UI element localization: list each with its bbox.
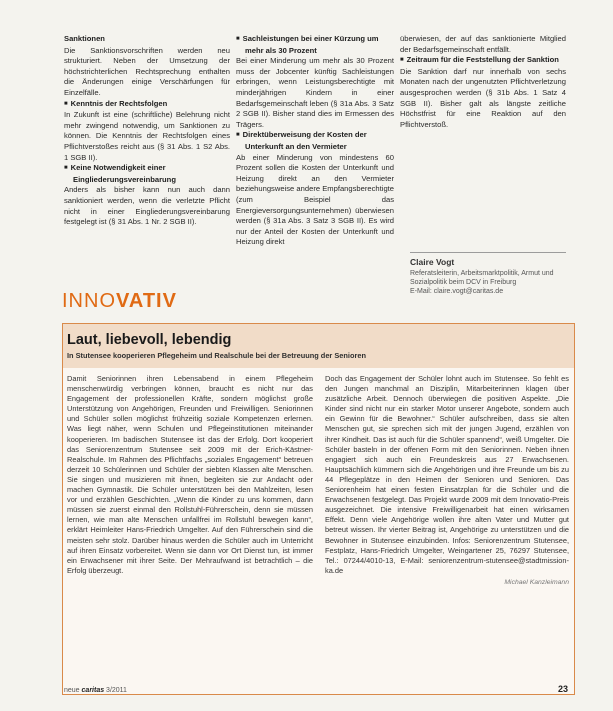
text-column-2 <box>236 34 394 248</box>
paragraph: In Zukunft ist eine (schriftliche) Belehrung nicht mehr zwingend notwendig, um Sanktionen zu können. Die Kenntnis der Rechtsfolgen eines Pflichtverstoßes reicht aus (§ 31 Abs. 1 S2 Abs. 1 SGB II). <box>64 110 230 162</box>
section-label <box>62 290 177 313</box>
paragraph: überwiesen, der auf das sanktionierte Mitglied der Bedarfsgemeinschaft entfällt. <box>400 34 566 54</box>
page-number: 23 <box>558 684 569 694</box>
paragraph: Bei einer Minderung um mehr als 30 Prozent muss der Jobcenter künftig Sachleistungen erbringen, wenn Leistungsberechtigte mit minderjährigen Kindern in einer Bedarfsgemeinschaft leben (§ 31a Abs. 3 Satz 2 SGB II). Bisher stand dies im Ermessen des Trägers. <box>236 56 394 129</box>
footer-brand: caritas <box>81 687 105 694</box>
section-heading: ■ Direktüberweisung der Kosten der Unterkunft an den Vermieter <box>236 130 394 152</box>
article-column-1 <box>67 374 313 576</box>
page-footer <box>64 687 127 694</box>
article-column-2 <box>325 374 569 588</box>
section-heading: Sanktionen <box>64 34 105 43</box>
article-box <box>62 323 575 695</box>
author-email: E-Mail: claire.vogt@caritas.de <box>410 288 504 295</box>
section-label-part2: VATIV <box>116 290 177 312</box>
paragraph: Doch das Engagement der Schüler lohnt auch im Stutensee. So fehlt es den Jungen manchmal an Disziplin, Mitarbeiterinnen klagen über zusätzliche Arbeit. Dennoch überwiegen die positiven Aspekte. „Die Kinder sind nicht nur ein starker Motor unserer Angebote, sondern auch ein Gewinn für die Bewohner.“ Schüler aufschreiben, dass sie alten Menschen gut, sie sprechen sich mit der jungen Jugend, erzählen von ihrer Kindheit. Das ist auch für die Schüler spannend“, weiß Umgelter. Die Schüler basteln in der offenen Form mit den Seniorinnen. Neben ihnen engagiert sich auch ein Freundeskreis aus 27 Erwachsenen. Hauptsächlich kümmern sich die Angehörigen und ihre Freunde um bis zu 44 Pflegeplätze in den Heimen der Senioren und Senioren. Das Seniorenheim hat einen festen Einsatzplan für die Schüler und die Erwachsenen festgelegt. Das Projekt wurde 2009 mit dem Innovatio-Preis ausgezeichnet. Die intensive Freiwilligenarbeit hat einen wirksamen Effekt. Denn viele Angehörige wollen ihre alten Vater und Mutter gut betreut wissen. Ihr vierter Beitrag ist, Angehörige zu unterstützen und die Bewohner in Stutensee einzubinden. Infos: Seniorenzentrum Stutensee, Festplatz, Hans-Friedrich Umgelter, Weingartener 25, 76297 Stutensee, Tel.: 07244/4010-13, E-Mail: seniorenzentrum-stutensee@stadtmission-ka.de <box>325 374 569 575</box>
author-affiliation: Sozialpolitik beim DCV in Freiburg <box>410 279 517 286</box>
section-heading: ■ Zeitraum für die Feststellung der Sanktion <box>400 55 566 67</box>
article-header <box>63 324 574 368</box>
section-label-part1: INNO <box>62 290 116 312</box>
section-heading: ■ Sachleistungen bei einer Kürzung um mehr als 30 Prozent <box>236 34 394 56</box>
footer-issue: 3/2011 <box>104 687 127 694</box>
article-signature: Michael Kanzleimann <box>504 578 569 586</box>
author-role: Referatsleiterin, Arbeitsmarktpolitik, Armut und <box>410 270 554 277</box>
section-heading: ■ Keine Notwendigkeit einer Eingliederungsvereinbarung <box>64 163 230 185</box>
footer-prefix: neue <box>64 687 82 694</box>
divider <box>410 252 566 253</box>
paragraph: Anders als bisher kann nun auch dann sanktioniert werden, wenn die verletzte Pflicht nicht in einer Eingliederungsvereinbarung festgelegt ist (§ 31 Abs. 1 Nr. 2 SGB II). <box>64 185 230 227</box>
text-column-1 <box>64 34 230 228</box>
section-heading: ■ Kenntnis der Rechtsfolgen <box>64 99 230 111</box>
paragraph: Ab einer Minderung von mindestens 60 Prozent sollen die Kosten der Unterkunft und Heizung direkt an den Vermieter beziehungsweise andere Empfangsberechtigte (zum Beispiel das Energieversorgungsunternehmen) überwiesen werden (§ 31a Abs. 3 Satz 3 SGB II). Es wird nur der Anteil der Kosten der Unterkunft und Heizung direkt <box>236 152 394 247</box>
article-headline: Laut, liebevoll, lebendig <box>67 332 232 348</box>
paragraph: Die Sanktion darf nur innerhalb von sechs Monaten nach der ungenutzten Pflichtverletzung ausgesprochen werden (§ 31b Abs. 1 Satz 4 SGB II). Bisher galt als längste zeitliche Höchstfrist für eine Reaktion auf den Pflichtverstoß. <box>400 66 566 129</box>
text-column-3 <box>400 34 566 130</box>
author-box <box>410 252 566 296</box>
article-subheadline: In Stutensee kooperieren Pflegeheim und Realschule bei der Betreuung der Senioren <box>67 351 366 360</box>
paragraph: Damit Seniorinnen ihren Lebensabend in einem Pflegeheim menschenwürdig verbringen können, braucht es nicht nur das Engagement der professionellen Kräfte, sondern möglichst große Unterstützung von Angehörigen, Freunden und Freiwilligen. Seniorinnen und Schüler sollen möglichst frühzeitig soziale Kompetenzen erlernen. Was liegt näher, wenn Schulen und Pflegeinstitutionen miteinander kooperieren. Im badischen Stutensee ist das der Erfolg. Dort kooperiert das Seniorenzentrum Stutensee seit 2009 mit der Erich-Kästner-Realschule. Im Rahmen des Pflichtfachs „soziales Engagement“ betreuen derzeit 10 Schülerinnen und Schüler der siebten Klassen alte Menschen. Sie singen und musizieren mit ihnen, begleiten sie zur Andacht oder machen Gymnastik. Die Schüler unterstützen bei den Mahlzeiten, lesen vor und erzählen Geschichten. „Wenn die Kinder zu uns kommen, dann müssen sie zuerst einmal den Rollstuhl-Führerschein, denn sie müssen lernen, wie man alte Menschen unfallfrei im Rollstuhl bewegen kann“, erklärt Heimleiter Hans-Friedrich Umgelter. Auf den Führerschein sind die meisten sehr stolz. Darüber hinaus werden die Schüler auch im Unterricht auf ihren Einsatz vorbereitet. Wenn sie dann vor Ort Dienst tun, ist immer ein Erwachsener mit ihrer Seite. Der Mehraufwand ist betrachtlich – die Erfolg überzeugt. <box>67 374 313 575</box>
paragraph: Die Sanktionsvorschriften werden neu strukturiert. Neben der Umsetzung der höchstrichterlichen Rechtsprechung enthalten die Änderungen einige Verschärfungen für Einzelfälle. <box>64 45 230 97</box>
author-name: Claire Vogt <box>410 257 455 267</box>
